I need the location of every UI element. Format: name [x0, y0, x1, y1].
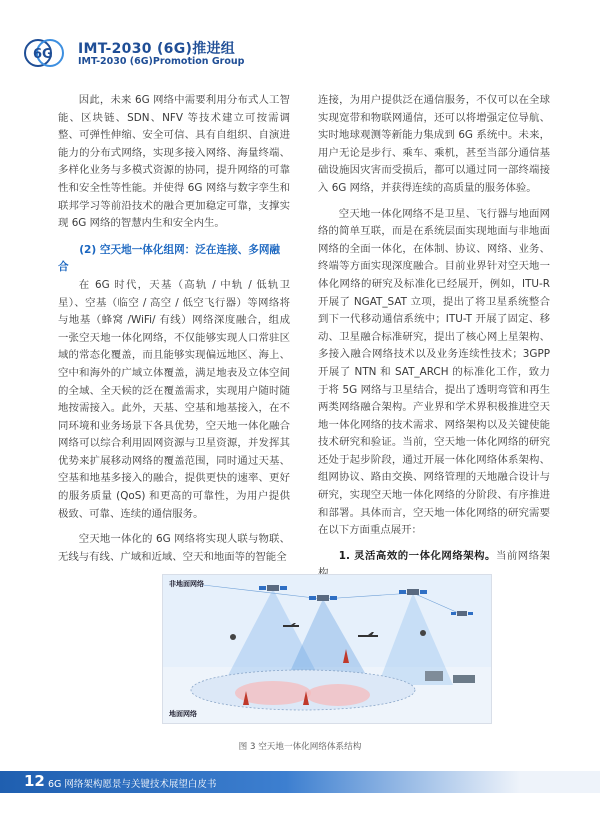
page-number: 12 [24, 772, 45, 790]
numbered-item-lead: 1. 灵活高效的一体化网络架构。 [338, 549, 496, 562]
non-terrestrial-label: 非地面网络 [169, 580, 204, 588]
footer-title: 6G 网络架构愿景与关键技术展望白皮书 [48, 779, 217, 790]
figure-caption: 图 3 空天地一体化网络体系结构 [238, 742, 362, 752]
section-heading: (2) 空天地一体化组网：泛在连接、多网融合 [58, 243, 281, 274]
coverage-cell [306, 684, 370, 706]
svg-text:6G: 6G [33, 47, 53, 62]
brand-subtitle: IMT-2030 (6G)Promotion Group [78, 56, 245, 67]
terrestrial-label: 地面网络 [169, 710, 197, 718]
drone-icon [230, 634, 236, 640]
paragraph: 连接，为用户提供泛在通信服务，不仅可以在全球实现宽带和物联网通信，还可以将增强定位导航、实时地球观测等新能力集成到 6G 系统中。未来，用户无论是步行、乘车、乘机，甚至当部分通信基础设施因灾害而受损后，都可以通过同一部终端接入 6G 网络，并获得连续的高质量的服务体验。 [318, 94, 550, 194]
paragraph: 因此，未来 6G 网络中需要利用分布式人工智能、区块链、SDN、NFV 等技术建立可按需调整、可弹性伸缩、安全可信、具有自组织、自演进能力的分布式网络，实现多接入网络、海量终端、多样化业务与多模式资源的协同，提升网络的可靠性和安全性等性能。并使得 6G 网络与数字孪生和联邦学习等前沿技术的融合更加稳定可靠，支撑实现 6G 网络的智慧内生和安全内生。 [58, 94, 290, 230]
paragraph: 空天地一体化网络不是卫星、飞行器与地面网络的简单互联，而是在系统层面实现地面与非地面网络的全面一体化，在体制、协议、网络、业务、终端等方面实现深度融合。目前业界针对空天地一体化网络的研究及标准化已经展开，例如，ITU-R 开展了 NGAT_SAT 立项，提出了将卫星系统整合到下一代移动通信系统中；ITU-T 开展了固定、移动、卫星融合标准研究，提出了核心网上星架构、多接入融合网络技术以及业务连续性技术；3GPP 开展了 NTN 和 SAT_ARCH 的标准化工作，致力于将 5G 网络与卫星结合，提出了透明弯管和再生两类网络融合架构。产业界和学术界积极推进空天地一体化网络的技术需求、网络架构以及关键使能技术研究和验证。当前，空天地一体化网络的研究还处于起步阶段，通过开展一体化网络体系架构、组网协议、路由交换、网络管理的天地融合设计与研究，实现空天地一体化网络的分阶段、有序推进和部署。具体而言，空天地一体化网络的研究需要在以下方面重点展开： [318, 207, 550, 537]
network-diagram [163, 575, 491, 723]
numbered-item-text: 当前网络架 [495, 549, 551, 562]
vehicle-icon [453, 675, 475, 683]
drone-icon [420, 630, 426, 636]
network-architecture-figure [162, 574, 492, 724]
paragraph: 在 6G 时代，天基（高轨 / 中轨 / 低轨卫星）、空基（临空 / 高空 / 低空飞行器）等网络将与地基（蜂窝 /WiFi/ 有线）网络深度融合，组成一张空天地一体化网络，不仅能够实现人口常驻区域的常态化覆盖，而且能够实现偏远地区、海上、空中和海外的广域立体覆盖，满足地表及立体空间的全域、全天候的泛在覆盖需求，实现用户随时随地按需接入。此外，天基、空基和地基接入，在不同环境和业务场景下各具优势，空天地一体化融合网络可以综合利用固网资源与卫星资源，并发挥其优势来扩展移动网络的覆盖范围，同时通过天基、空基和地基多接入的融合，提供更快的速率、更好的服务质量 (QoS) 和更高的可靠性，为用户提供极致、可靠、连续的通信服务。 [58, 278, 290, 520]
brand-title: IMT-2030 (6G)推进组 [78, 41, 236, 57]
left-column [58, 92, 290, 566]
building-icon [425, 671, 443, 681]
imt-2030-logo-icon [24, 38, 68, 68]
paragraph: 空天地一体化的 6G 网络将实现人联与物联、无线与有线、广域和近域、空天和地面等的智能全 [58, 533, 290, 563]
page-header [0, 0, 600, 80]
right-column [318, 92, 550, 583]
